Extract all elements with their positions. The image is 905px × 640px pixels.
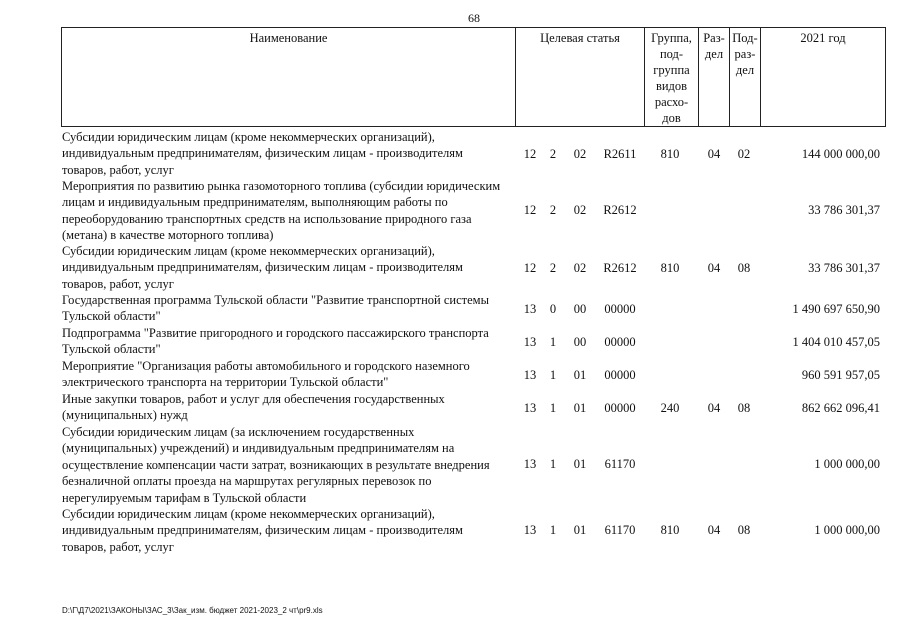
row-code-1: 13 bbox=[523, 368, 537, 382]
row-code-4: 00000 bbox=[604, 401, 636, 415]
table-row bbox=[0, 424, 905, 506]
header-target-item: Целевая статья bbox=[515, 27, 645, 127]
header-year: 2021 год bbox=[760, 27, 886, 127]
table-row bbox=[0, 506, 905, 556]
header-group-text: Группа, под- группа видов расхо- дов bbox=[651, 31, 692, 125]
row-code-1: 13 bbox=[523, 523, 537, 537]
row-amount: 1 404 010 457,05 bbox=[792, 335, 880, 349]
row-subsection: 08 bbox=[737, 523, 751, 537]
row-amount: 862 662 096,41 bbox=[801, 401, 880, 415]
row-name: Субсидии юридическим лицам (за исключением государственных (муниципальных) учреждений) и индивидуальным предпринимателям на осуществление компенсации части затрат, возникающих в результате внедрения безналичной оплаты проезда на маршрутах регулярных перевозок по нерегулируемым тарифам в Тульской области bbox=[62, 425, 490, 505]
row-code-3: 02 bbox=[573, 203, 587, 217]
row-code-3: 01 bbox=[573, 368, 587, 382]
row-code-4: R2611 bbox=[603, 147, 637, 161]
row-code-3: 00 bbox=[573, 335, 587, 349]
row-code-2: 0 bbox=[549, 302, 557, 316]
row-code-3: 01 bbox=[573, 457, 587, 471]
table-row bbox=[0, 129, 905, 179]
row-code-3: 01 bbox=[573, 523, 587, 537]
header-name: Наименование bbox=[61, 27, 516, 127]
row-subsection: 08 bbox=[737, 261, 751, 275]
row-code-4: 00000 bbox=[604, 335, 636, 349]
row-name: Субсидии юридическим лицам (кроме некоммерческих организаций), индивидуальным предпринимателям, физическим лицам - производителям товаров, работ, услуг bbox=[62, 507, 463, 554]
row-code-1: 13 bbox=[523, 335, 537, 349]
row-code-4: 61170 bbox=[604, 523, 636, 537]
row-code-1: 12 bbox=[523, 147, 537, 161]
row-amount: 33 786 301,37 bbox=[808, 203, 880, 217]
row-code-1: 12 bbox=[523, 261, 537, 275]
row-code-4: 00000 bbox=[604, 302, 636, 316]
row-group: 810 bbox=[660, 147, 680, 161]
file-path-footer: D:\Г\Д7\2021\ЗАКОНЫ\ЗАС_3\Зак_изм. бюджет 2021-2023_2 чт\pr9.xls bbox=[62, 606, 323, 615]
row-code-2: 1 bbox=[549, 457, 557, 471]
header-section-text: Раз- дел bbox=[703, 31, 725, 61]
row-code-4: R2612 bbox=[603, 203, 637, 217]
page-number: 68 bbox=[468, 11, 480, 25]
row-subsection: 08 bbox=[737, 401, 751, 415]
row-code-4: 61170 bbox=[604, 457, 636, 471]
row-code-2: 1 bbox=[549, 335, 557, 349]
row-code-4: 00000 bbox=[604, 368, 636, 382]
row-group: 810 bbox=[660, 523, 680, 537]
row-name: Мероприятие "Организация работы автомобильного и городского наземного электрического транспорта на территории Тульской области" bbox=[62, 359, 470, 390]
row-subsection: 02 bbox=[737, 147, 751, 161]
row-name: Иные закупки товаров, работ и услуг для обеспечения государственных (муниципальных) нужд bbox=[62, 392, 445, 423]
header-subsection-text: Под- раз- дел bbox=[732, 31, 758, 77]
row-section: 04 bbox=[707, 401, 721, 415]
row-code-3: 02 bbox=[573, 261, 587, 275]
table-row bbox=[0, 292, 905, 326]
row-section: 04 bbox=[707, 261, 721, 275]
row-amount: 33 786 301,37 bbox=[808, 261, 880, 275]
header-group bbox=[644, 27, 699, 127]
table-row bbox=[0, 391, 905, 425]
row-code-1: 13 bbox=[523, 401, 537, 415]
table-row bbox=[0, 358, 905, 392]
table-row bbox=[0, 243, 905, 293]
table-row bbox=[0, 178, 905, 244]
row-code-1: 12 bbox=[523, 203, 537, 217]
row-amount: 960 591 957,05 bbox=[801, 368, 880, 382]
row-code-2: 1 bbox=[549, 368, 557, 382]
row-amount: 1 000 000,00 bbox=[814, 523, 880, 537]
row-section: 04 bbox=[707, 523, 721, 537]
row-code-1: 13 bbox=[523, 457, 537, 471]
row-name: Подпрограмма "Развитие пригородного и городского пассажирского транспорта Тульской области" bbox=[62, 326, 489, 357]
row-code-2: 2 bbox=[549, 261, 557, 275]
row-code-2: 1 bbox=[549, 523, 557, 537]
table-row bbox=[0, 325, 905, 359]
row-amount: 1 000 000,00 bbox=[814, 457, 880, 471]
row-group: 240 bbox=[660, 401, 680, 415]
row-name: Мероприятия по развитию рынка газомоторного топлива (субсидии юридическим лицам и индивидуальным предпринимателям, выполняющим работы по переоборудованию транспортных средств на использование природного газа (метана) в качестве моторного топлива) bbox=[62, 179, 501, 243]
row-section: 04 bbox=[707, 147, 721, 161]
row-code-3: 00 bbox=[573, 302, 587, 316]
row-group: 810 bbox=[660, 261, 680, 275]
row-code-3: 02 bbox=[573, 147, 587, 161]
row-code-3: 01 bbox=[573, 401, 587, 415]
row-code-2: 2 bbox=[549, 203, 557, 217]
row-code-4: R2612 bbox=[603, 261, 637, 275]
row-code-2: 1 bbox=[549, 401, 557, 415]
row-amount: 144 000 000,00 bbox=[801, 147, 880, 161]
header-section bbox=[698, 27, 730, 127]
row-code-1: 13 bbox=[523, 302, 537, 316]
row-name: Государственная программа Тульской области "Развитие транспортной системы Тульской области" bbox=[62, 293, 489, 324]
row-amount: 1 490 697 650,90 bbox=[792, 302, 880, 316]
row-name: Субсидии юридическим лицам (кроме некоммерческих организаций), индивидуальным предпринимателям, физическим лицам - производителям товаров, работ, услуг bbox=[62, 130, 463, 177]
row-name: Субсидии юридическим лицам (кроме некоммерческих организаций), индивидуальным предпринимателям, физическим лицам - производителям товаров, работ, услуг bbox=[62, 244, 463, 291]
row-code-2: 2 bbox=[549, 147, 557, 161]
header-subsection bbox=[729, 27, 761, 127]
